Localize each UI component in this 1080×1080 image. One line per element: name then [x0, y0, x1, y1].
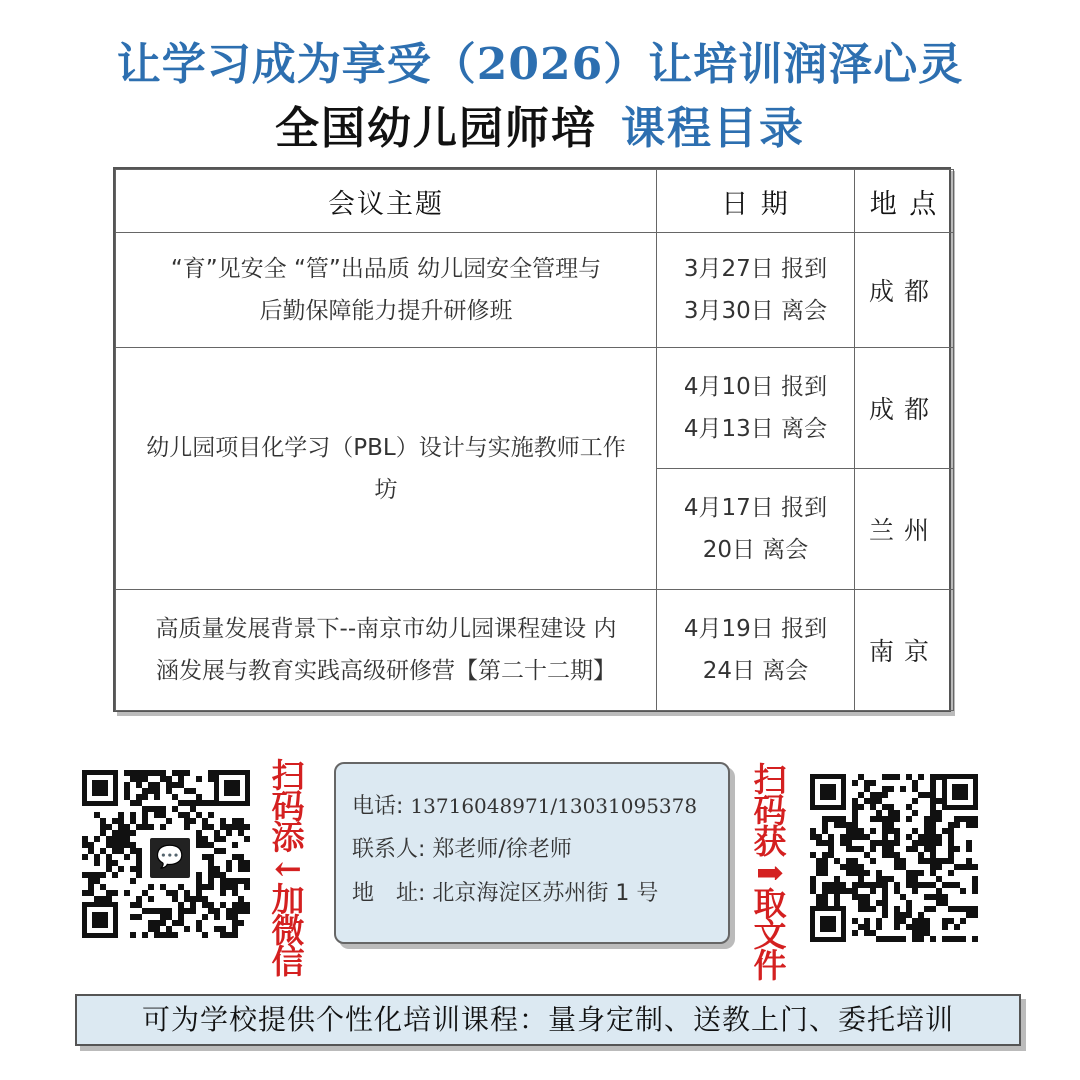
topic-line: 后勤保障能力提升研修班 [259, 298, 513, 324]
checkout-date: 4月13日 离会 [683, 416, 828, 442]
checkout-date: 20日 离会 [702, 537, 809, 563]
address-value: 北京海淀区苏州街 1 号 [432, 881, 659, 906]
table-header-row [116, 170, 954, 233]
contact-info-box [334, 762, 730, 944]
phone-value[interactable]: 13716048971/13031095378 [410, 794, 698, 818]
date-cell [657, 590, 855, 711]
person-label: 联系人: [352, 837, 426, 862]
topic-line: 幼儿园项目化学习（PBL）设计与实施教师工作 [146, 434, 626, 461]
arrow-left-icon: ← [274, 849, 302, 888]
topic-line: 坊 [374, 476, 398, 503]
title-training-name: 全国幼儿园师培 [275, 103, 597, 154]
custom-training-banner: 可为学校提供个性化培训课程：量身定制、送教上门、委托培训 [75, 994, 1021, 1046]
checkin-date: 4月19日 报到 [683, 616, 828, 642]
address-label: 地 址: [352, 881, 426, 906]
title-catalog-label: 课程目录 [621, 103, 805, 154]
page-title-slogan: 让学习成为享受（2026）让培训润泽心灵 [116, 39, 964, 90]
place-cell: 兰州 [855, 469, 954, 590]
header-place: 地 点 [855, 170, 954, 233]
checkin-date: 4月17日 报到 [683, 495, 828, 521]
scan-add-wechat-label: 扫 码 添 ← 加 微 信 [268, 760, 308, 977]
table-row [116, 348, 954, 469]
checkin-date: 4月10日 报到 [683, 374, 828, 400]
place-cell: 成都 [855, 348, 954, 469]
topic-line: “育”见安全 “管”出品质 幼儿园安全管理与 [170, 256, 602, 282]
place-cell: 成都 [855, 233, 954, 348]
date-cell [657, 348, 855, 469]
table-row [116, 233, 954, 348]
date-cell [657, 469, 855, 590]
topic-line: 高质量发展背景下--南京市幼儿园课程建设 内 [155, 616, 617, 642]
scan-get-file-label: 扫 码 获 ➡ 取 文 件 [750, 764, 790, 981]
person-value: 郑老师/徐老师 [432, 837, 572, 862]
place-cell: 南京 [855, 590, 954, 711]
arrow-right-icon: ➡ [756, 853, 784, 892]
date-cell [657, 233, 855, 348]
topic-cell [116, 348, 657, 590]
file-qr-code-icon[interactable] [808, 772, 980, 944]
course-table [113, 167, 951, 712]
topic-line: 涵发展与教育实践高级研修营【第二十二期】 [156, 658, 616, 684]
header-date: 日 期 [657, 170, 855, 233]
checkout-date: 24日 离会 [702, 658, 809, 684]
contact-person [352, 830, 728, 874]
topic-cell [116, 590, 657, 711]
page-title-catalog [0, 92, 1080, 156]
checkin-date: 3月27日 报到 [683, 256, 828, 282]
wechat-qr-code-icon[interactable] [80, 768, 252, 940]
table-row [116, 590, 954, 711]
contact-phone [352, 786, 728, 830]
phone-label: 电话: [352, 794, 404, 819]
wechat-logo-icon: 💬 [146, 834, 194, 882]
header-topic: 会议主题 [116, 170, 657, 233]
contact-address [352, 874, 728, 918]
checkout-date: 3月30日 离会 [683, 298, 828, 324]
topic-cell [116, 233, 657, 348]
